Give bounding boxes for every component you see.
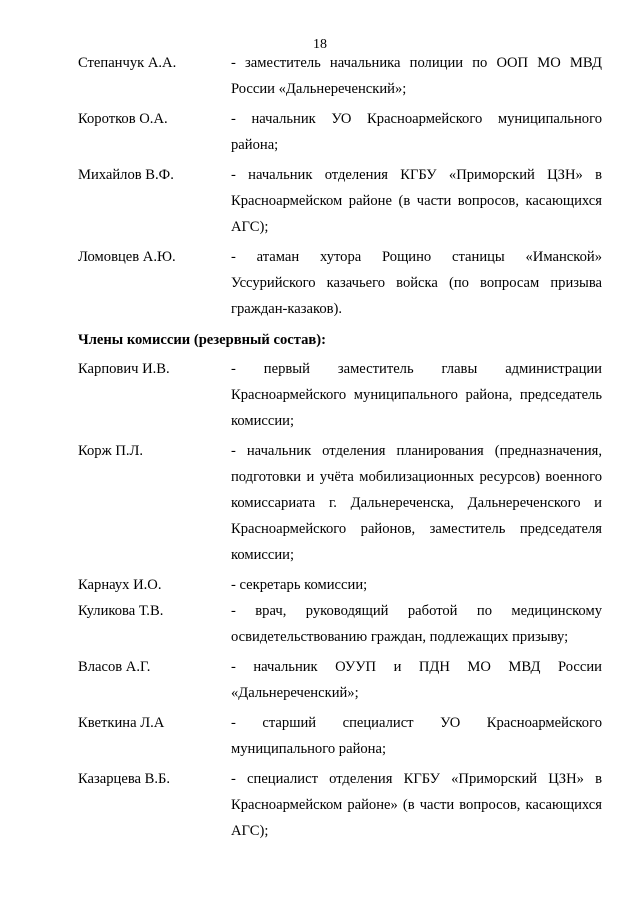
member-role: - начальник отделения планирования (предназначения, подготовки и учёта мобилизационных ресурсов) военного комиссариата г. Дальнереченска, Дальнереченского и Красноармейского районов, заместитель председателя комиссии;: [231, 443, 602, 563]
member-name: Карпович И.В.: [78, 361, 170, 377]
member-role: - начальник ОУУП и ПДН МО МВД России «Дальнереченский»;: [231, 659, 602, 701]
member-name: Куликова Т.В.: [78, 603, 164, 619]
member-name: Ломовцев А.Ю.: [78, 249, 176, 265]
member-role: - начальник УО Красноармейского муниципального района;: [231, 111, 602, 153]
member-entry: [0, 244, 640, 322]
member-role: - первый заместитель главы администрации Красноармейского муниципального района, председатель комиссии;: [231, 361, 602, 429]
member-entry: [0, 356, 640, 434]
member-name: Коротков О.А.: [78, 111, 168, 127]
reserve-section-heading: Члены комиссии (резервный состав):: [78, 332, 326, 348]
member-entry: [0, 50, 640, 102]
member-entry: [0, 766, 640, 844]
member-name: Кветкина Л.А: [78, 715, 165, 731]
member-name: Казарцева В.Б.: [78, 771, 171, 787]
member-entry: [0, 598, 640, 650]
member-role: - врач, руководящий работой по медицинскому освидетельствованию граждан, подлежащих призыву;: [231, 603, 602, 645]
member-entry: [0, 572, 640, 598]
member-entry: [0, 654, 640, 706]
commission-list: [0, 50, 640, 844]
member-entry: [0, 162, 640, 240]
member-role: - атаман хутора Рощино станицы «Иманской» Уссурийского казачьего войска (по вопросам призыва граждан-казаков).: [231, 249, 602, 317]
member-name: Власов А.Г.: [78, 659, 151, 675]
member-role: - начальник отделения КГБУ «Приморский ЦЗН» в Красноармейском районе (в части вопросов, касающихся АГС);: [231, 167, 602, 235]
member-role: - заместитель начальника полиции по ООП МО МВД России «Дальнереченский»;: [231, 55, 602, 97]
member-name: Корж П.Л.: [78, 443, 144, 459]
member-name: Михайлов В.Ф.: [78, 167, 174, 183]
member-name: Степанчук А.А.: [78, 55, 177, 71]
member-role: - старший специалист УО Красноармейского муниципального района;: [231, 715, 602, 757]
member-entry: [0, 438, 640, 568]
member-entry: [0, 710, 640, 762]
member-entry: [0, 106, 640, 158]
member-name: Карнаух И.О.: [78, 577, 162, 593]
member-role: - специалист отделения КГБУ «Приморский ЦЗН» в Красноармейском районе» (в части вопросов, касающихся АГС);: [231, 771, 602, 839]
member-role: - секретарь комиссии;: [231, 577, 368, 593]
page-number: 18: [313, 37, 327, 52]
